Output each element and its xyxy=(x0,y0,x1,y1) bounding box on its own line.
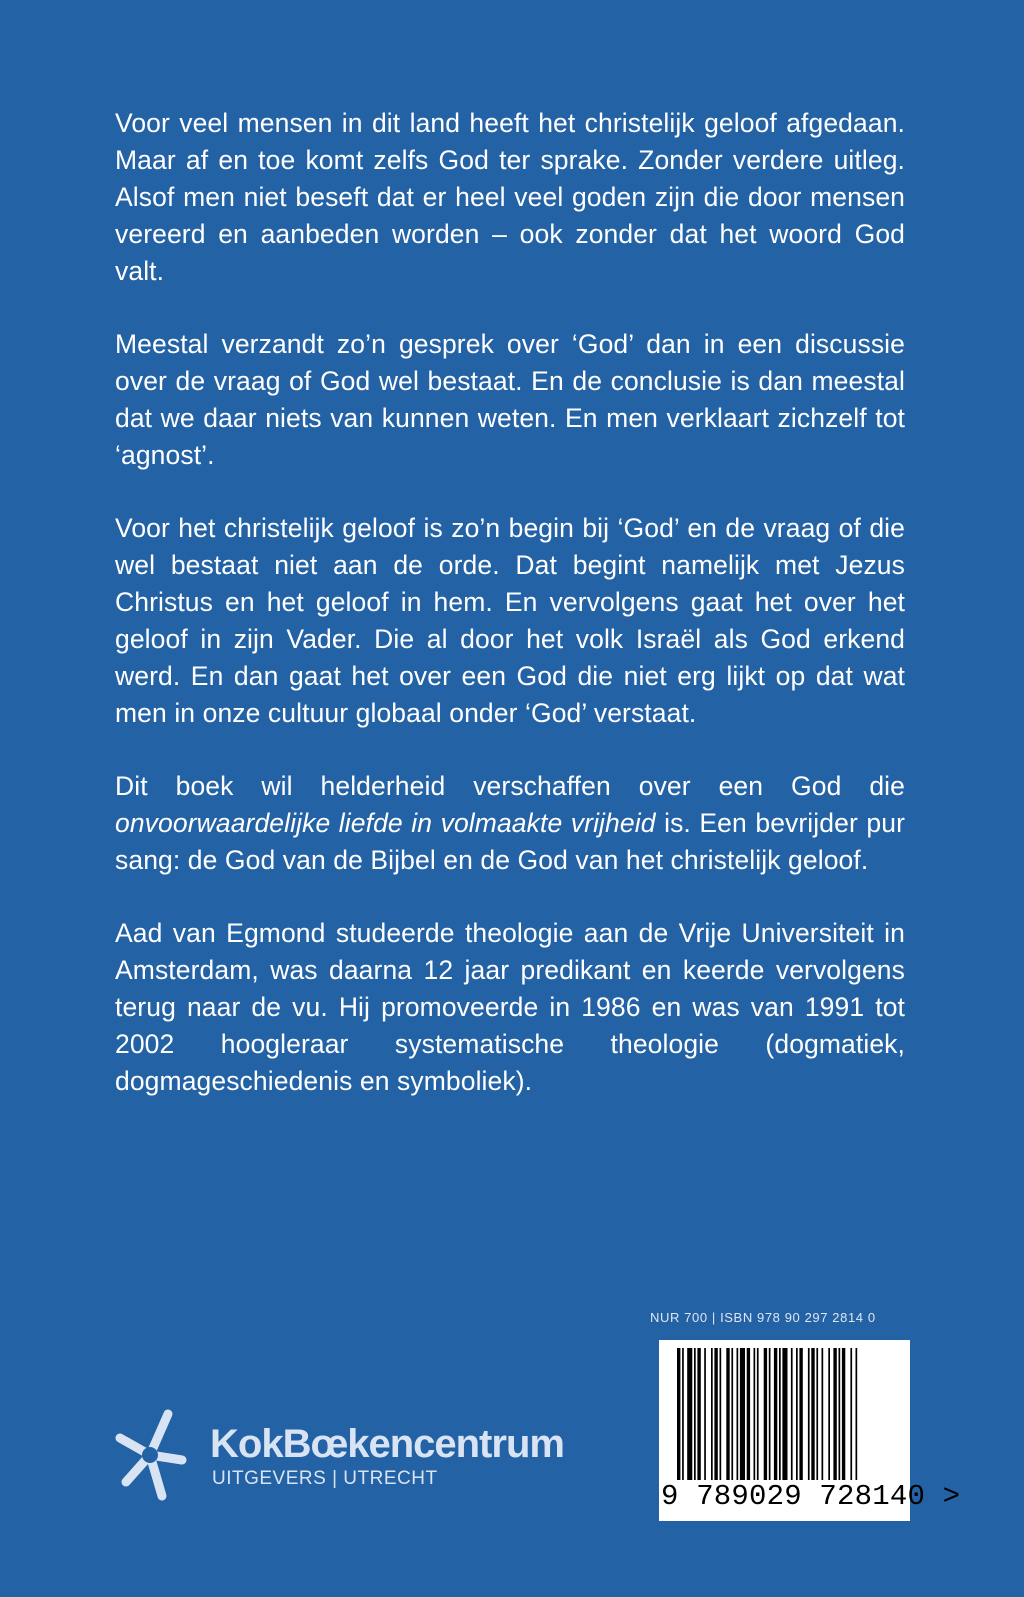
barcode-bar xyxy=(731,1348,733,1480)
blurb-paragraph-3: Voor het christelijk geloof is zo’n begin bij ‘God’ en de vraag of die wel bestaat niet aan de orde. Dat begint namelijk met Jezus Christus en het geloof in hem. En vervolgens gaat het over het geloof in zijn Vader. Die al door het volk Israël als God erkend werd. En dan gaat het over een God die niet erg lijkt op dat wat men in onze cultuur globaal onder ‘God’ verstaat. xyxy=(115,513,905,728)
barcode-bar xyxy=(757,1348,759,1480)
barcode-bar xyxy=(782,1348,787,1480)
barcode-bar xyxy=(694,1348,696,1480)
barcode-bar xyxy=(816,1348,818,1480)
barcode-bar xyxy=(842,1348,845,1480)
barcode-bar xyxy=(828,1348,830,1480)
barcode-bar xyxy=(779,1348,781,1480)
barcode-bar xyxy=(811,1348,814,1480)
barcode-bar xyxy=(850,1348,852,1480)
barcode-digits: 9 789029 728140 > xyxy=(661,1480,961,1513)
blurb-paragraph-4-start: Dit boek wil helderheid verschaffen over een God die xyxy=(115,771,905,801)
barcode-bar xyxy=(740,1348,745,1480)
barcode-bar xyxy=(682,1348,684,1480)
barcode-bar xyxy=(677,1348,680,1480)
kokboekencentrum-logo-icon xyxy=(110,1400,190,1510)
isbn-barcode xyxy=(659,1340,961,1521)
barcode-bar xyxy=(791,1348,793,1480)
publisher-name: KokBœkencentrum xyxy=(210,1422,564,1466)
blurb-paragraph-4 xyxy=(115,768,905,879)
barcode-bar xyxy=(697,1348,700,1480)
blurb-paragraph-4-end: is. Een bevrijder pur sang: de God van de Bijbel en de God van het christelijk geloof. xyxy=(115,808,905,875)
nur-isbn-line: NUR 700 | ISBN 978 90 297 2814 0 xyxy=(650,1310,876,1325)
publisher-subline: UITGEVERS | UTRECHT xyxy=(212,1468,438,1489)
blurb-paragraph-2: Meestal verzandt zo’n gesprek over ‘God’ dan in een discussie over de vraag of God wel bestaat. En de conclusie is dan meestal dat we daar niets van kunnen weten. En men verklaart zichzelf tot ‘agnost’. xyxy=(115,329,905,470)
author-bio: Aad van Egmond studeerde theologie aan de Vrije Universiteit in Amsterdam, was daarna 12 jaar predikant en keerde vervolgens terug naar de vu. Hij promoveerde in 1986 en was van 1991 tot 2002 hoogleraar systematische theologie (dogmatiek, dogmageschiedenis en symboliek). xyxy=(115,918,905,1096)
barcode-bar xyxy=(839,1348,841,1480)
barcode-bar xyxy=(769,1348,771,1480)
barcode-bar xyxy=(726,1348,729,1480)
barcode-bar xyxy=(720,1348,722,1480)
barcode-bar xyxy=(808,1348,810,1480)
publisher-logo xyxy=(110,1400,590,1510)
barcode-bar xyxy=(714,1348,717,1480)
barcode-bar xyxy=(764,1348,767,1480)
barcode-bar xyxy=(796,1348,798,1480)
barcode-bar xyxy=(856,1348,858,1480)
barcode-bar xyxy=(822,1348,824,1480)
barcode-bar xyxy=(704,1348,706,1480)
blurb-paragraph-4-italic: onvoorwaardelijke liefde in volmaakte vrijheid xyxy=(115,808,656,838)
barcode-bar xyxy=(687,1348,692,1480)
barcode-bar xyxy=(799,1348,802,1480)
barcode-bar xyxy=(747,1348,750,1480)
blurb-paragraph-1: Voor veel mensen in dit land heeft het christelijk geloof afgedaan. Maar af en toe komt zelfs God ter sprake. Zonder verdere uitleg. Alsof men niet beseft dat er heel veel goden zijn die door mensen vereerd en aanbeden worden – ook zonder dat het woord God valt. xyxy=(115,108,905,286)
blurb-text xyxy=(115,105,905,1136)
barcode-bar xyxy=(737,1348,739,1480)
barcode-bar xyxy=(833,1348,836,1480)
barcode-bar xyxy=(774,1348,777,1480)
barcode-bar xyxy=(754,1348,756,1480)
barcode-bar xyxy=(711,1348,713,1480)
